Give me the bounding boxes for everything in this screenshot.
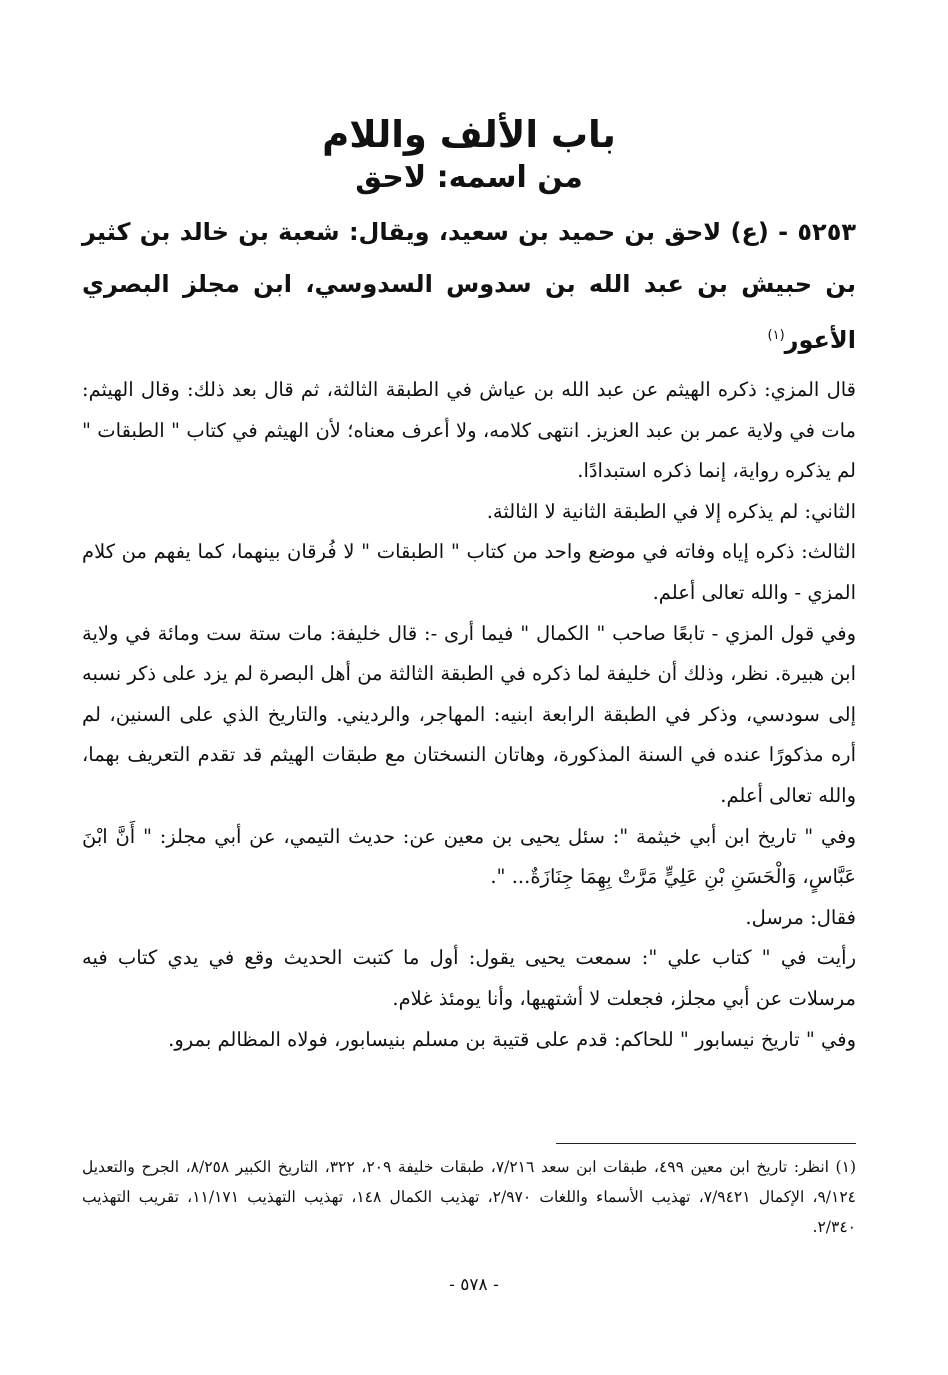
- section-title: من اسمه: لاحق: [355, 160, 583, 195]
- paragraph-2: الثاني: لم يذكره إلا في الطبقة الثانية لا الثالثة.: [486, 499, 856, 523]
- paragraph-6: فقال: مرسل.: [745, 905, 856, 929]
- chapter-title: باب الألف واللام: [322, 113, 616, 156]
- footnote-marker: (١): [767, 328, 785, 343]
- page-number: - ٥٧٨ -: [449, 1275, 499, 1295]
- paragraph-5: وفي " تاريخ ابن أبي خيثمة ": سئل يحيى بن معين عن: حديث التيمي، عن أبي مجلز: " أَنَّ ابْنَ عَبَّاسٍ، وَالْحَسَنِ بْنِ عَلِيٍّ مَرَّتْ بِهِمَا جِنَازَةٌ... ".: [82, 824, 856, 889]
- entry-heading: [82, 206, 856, 366]
- paragraph-1: قال المزي: ذكره الهيثم عن عبد الله بن عياش في الطبقة الثالثة، ثم قال بعد ذلك: وقال الهيثم: مات في ولاية عمر بن عبد العزيز. انتهى كلامه، ولا أعرف معناه؛ لأن الهيثم في كتاب " الطبقات " لم يذكره رواية، إنما ذكره استبدادًا.: [82, 378, 856, 483]
- footnote-1: (١) انظر: تاريخ ابن معين ٤٩٩، طبقات ابن سعد ٧/٢١٦، طبقات خليفة ٢٠٩، ٣٢٢، التاريخ الكبير ٨/٢٥٨، الجرح والتعديل ٩/١٢٤، الإكمال ٧/٩٤٢١، تهذيب الأسماء واللغات ٢/٩٧٠، تهذيب الكمال ١٤٨، تهذيب التهذيب ١١/١٧١، تقريب التهذيب ٢/٣٤٠.: [82, 1158, 857, 1236]
- page-body: [82, 112, 856, 1060]
- paragraph-8: وفي " تاريخ نيسابور " للحاكم: قدم على قتيبة بن مسلم بنيسابور، فولاه المظالم بمرو.: [168, 1027, 856, 1051]
- paragraph-7: رأيت في " كتاب علي ": سمعت يحيى يقول: أول ما كتبت الحديث وقع في يدي كتاب فيه مرسلات عن أبي مجلز، فجعلت لا أشتهيها، وأنا يومئذ غلام.: [82, 946, 856, 1010]
- entry-heading-text: ٥٢٥٣ - (ع) لاحق بن حميد بن سعيد، ويقال: شعبة بن خالد بن كثير بن حبيش بن عبد الله بن سدوس السدوسي، ابن مجلز البصري الأعور: [82, 218, 856, 354]
- paragraph-3: الثالث: ذكره إياه وفاته في موضع واحد من كتاب " الطبقات " لا فُرقان بينهما، كما يفهم من كلام المزي - والله تعالى أعلم.: [82, 540, 856, 604]
- footnotes: [82, 1152, 856, 1242]
- footnote-divider: [556, 1143, 856, 1144]
- paragraph-4: وفي قول المزي - تابعًا صاحب " الكمال " فيما أرى -: قال خليفة: مات ستة ست ومائة في ولاية ابن هبيرة. نظر، وذلك أن خليفة لما ذكره في الطبقة الثالثة من أهل البصرة لم يزد على ذكر نسبه إلى سودسي، وذكر في الطبقة الرابعة ابنيه: المهاجر، والرديني. والتاريخ الذي على السنين، لم أره مذكورًا عنده في السنة المذكورة، وهاتان النسختان مع طبقات الهيثم قد تقدم التعريف بهما، والله تعالى أعلم.: [82, 621, 856, 807]
